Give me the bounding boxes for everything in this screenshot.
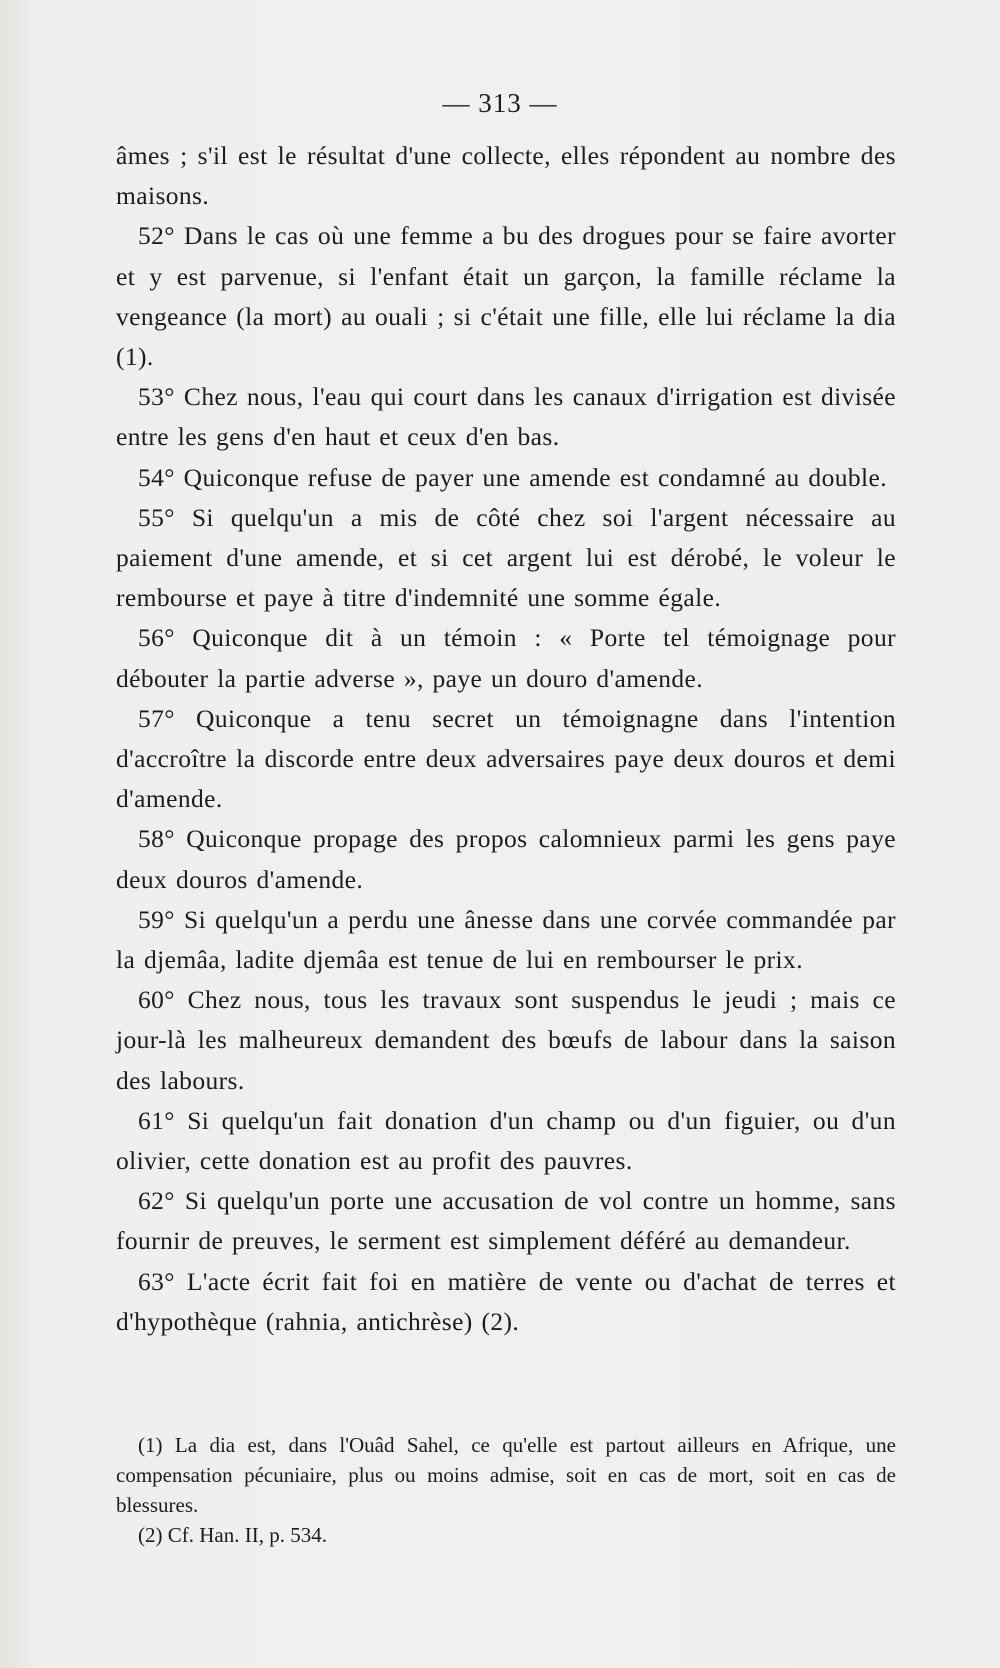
paragraph-54: 54° Quiconque refuse de payer une amende est condamné au double. xyxy=(138,462,887,492)
paragraph-62: 62° Si quelqu'un porte une accusation de vol contre un homme, sans fournir de preuves, le serment est simplement déféré au demandeur. xyxy=(116,1186,896,1256)
footnote-1: (1) La dia est, dans l'Ouâd Sahel, ce qu'elle est partout ailleurs en Afrique, une compensation pécuniaire, plus ou moins admise, soit en cas de mort, soit en cas de blessures. xyxy=(116,1433,896,1517)
paragraph-continuation: âmes ; s'il est le résultat d'une collecte, elles répondent au nombre des maisons. xyxy=(116,141,896,211)
paragraph-58: 58° Quiconque propage des propos calomnieux parmi les gens paye deux douros d'amende. xyxy=(116,824,896,894)
paragraph-60: 60° Chez nous, tous les travaux sont suspendus le jeudi ; mais ce jour-là les malheureux demandent des bœufs de labour dans la saison des labours. xyxy=(116,985,896,1095)
paragraph-61: 61° Si quelqu'un fait donation d'un champ ou d'un figuier, ou d'un olivier, cette donation est au profit des pauvres. xyxy=(116,1105,896,1176)
footnote-2: (2) Cf. Han. II, p. 534. xyxy=(138,1523,327,1547)
body-text xyxy=(116,136,896,1342)
paragraph-63: 63° L'acte écrit fait foi en matière de vente ou d'achat de terres et d'hypothèque (rahnia, antichrèse) (2). xyxy=(116,1266,896,1336)
page-number: — 313 — xyxy=(442,88,558,118)
paragraph-59: 59° Si quelqu'un a perdu une ânesse dans une corvée commandée par la djemâa, ladite djemâa est tenue de lui en rembourser le prix. xyxy=(116,904,896,975)
footnotes xyxy=(116,1430,896,1550)
paragraph-52: 52° Dans le cas où une femme a bu des drogues pour se faire avorter et y est parvenue, si l'enfant était un garçon, la famille réclame la vengeance (la mort) au ouali ; si c'était une fille, elle lui réclame la dia (1). xyxy=(116,221,896,372)
paragraph-53: 53° Chez nous, l'eau qui court dans les canaux d'irrigation est divisée entre les gens d'en haut et ceux d'en bas. xyxy=(116,382,896,452)
paragraph-56: 56° Quiconque dit à un témoin : « Porte tel témoignage pour débouter la partie adverse », paye un douro d'amende. xyxy=(116,623,896,693)
paragraph-55: 55° Si quelqu'un a mis de côté chez soi l'argent nécessaire au paiement d'une amende, et si cet argent lui est dérobé, le voleur le rembourse et paye à titre d'indemnité une somme égale. xyxy=(116,502,896,613)
paragraph-57: 57° Quiconque a tenu secret un témoignagne dans l'intention d'accroître la discorde entre deux adversaires paye deux douros et demi d'amende. xyxy=(116,703,896,814)
